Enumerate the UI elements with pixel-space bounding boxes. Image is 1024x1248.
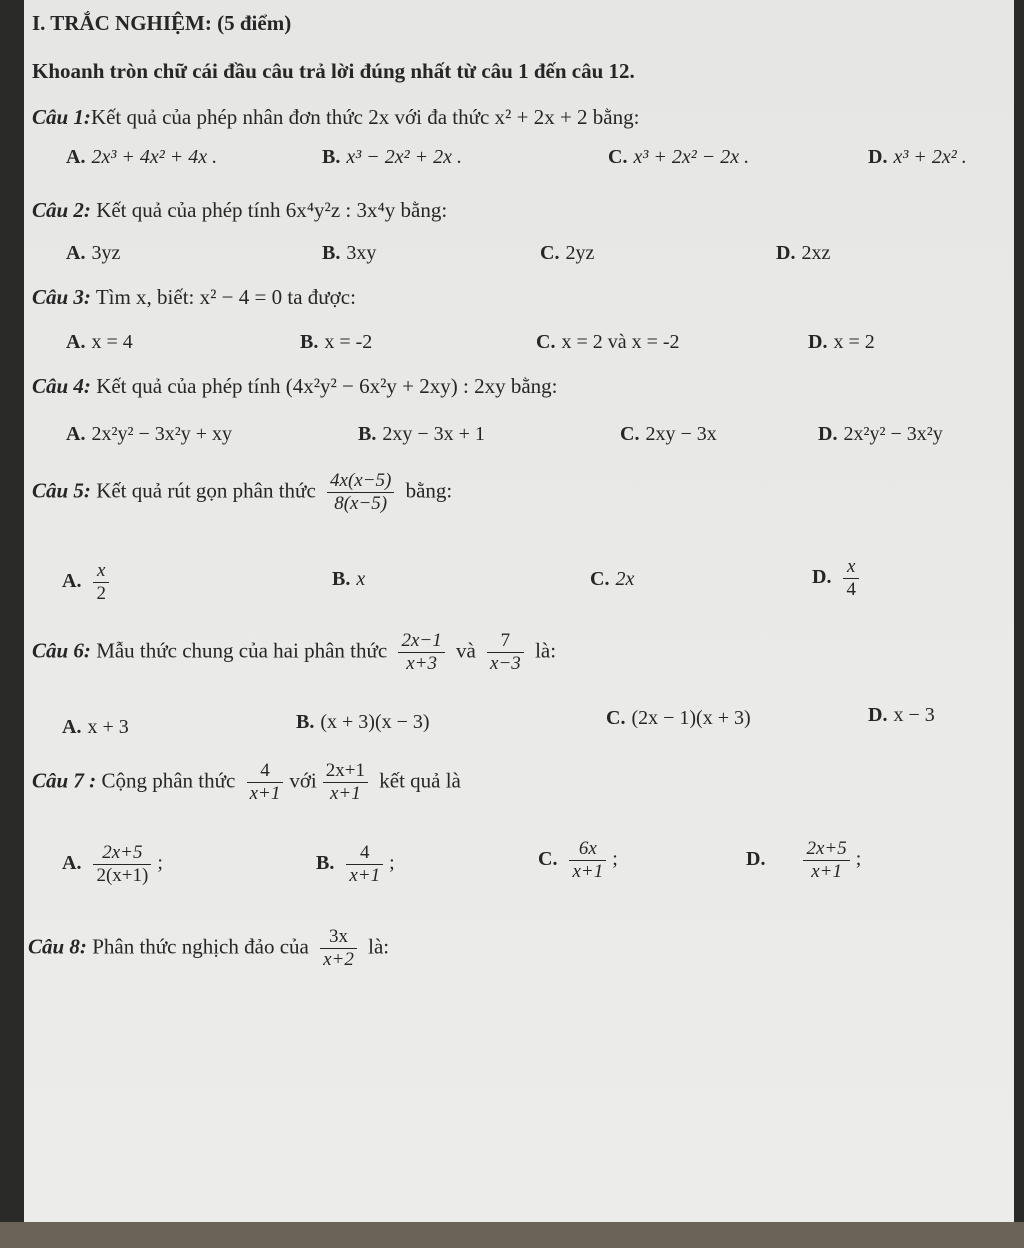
- question-1-text: Kết quả của phép nhân đơn thức 2x với đa thức x² + 2x + 2 bằng:: [90, 105, 640, 129]
- q5-option-d[interactable]: D. $\frac{x}{4}$: [812, 556, 865, 601]
- question-5: Câu 5: Kết quả rút gọn phân thức $\frac{4x(x-5)}{8(x-5)}$ bằng:: [32, 470, 453, 514]
- q4-option-d[interactable]: D. 2x²y² − 3x²y: [818, 423, 943, 445]
- question-1-label: Câu 1:: [32, 105, 91, 129]
- q2-option-c[interactable]: C. 2yz: [540, 242, 595, 264]
- q1-option-c[interactable]: C. x³ + 2x² − 2x .: [608, 146, 750, 168]
- q5-fraction: $\frac{4x(x-5)}{8(x-5)}$: [327, 470, 394, 515]
- q1-option-a[interactable]: A. 2x³ + 4x² + 4x .: [66, 146, 218, 168]
- q7-option-c[interactable]: C. $\frac{6x}{x+1}$ ;: [538, 838, 618, 882]
- q2-option-d[interactable]: D. 2xz: [776, 242, 831, 264]
- instruction: Khoanh tròn chữ cái đầu câu trả lời đúng nhất từ câu 1 đến câu 12.: [32, 59, 635, 83]
- q5-option-c[interactable]: C. 2x: [590, 568, 635, 590]
- q2-option-a[interactable]: A. 3yz: [66, 242, 121, 264]
- q6-fraction-2: $\frac{7}{x-3}$: [487, 630, 524, 675]
- q7-fraction-2: $\frac{2x+1}{x+1}$: [323, 760, 368, 805]
- question-1: [32, 104, 639, 130]
- q6-option-c[interactable]: C. (2x − 1)(x + 3): [606, 707, 751, 729]
- q6-option-a[interactable]: A. x + 3: [62, 716, 129, 738]
- q4-option-b[interactable]: B. 2xy − 3x + 1: [358, 423, 485, 445]
- q1-option-b[interactable]: B. x³ − 2x² + 2x .: [322, 146, 462, 168]
- q6-fraction-1: $\frac{2x-1}{x+3}$: [398, 630, 444, 675]
- q2-option-b[interactable]: B. 3xy: [322, 242, 377, 264]
- q6-option-d[interactable]: D. x − 3: [868, 704, 935, 726]
- q3-option-b[interactable]: B. x = -2: [300, 331, 373, 353]
- question-2: Câu 2: Kết quả của phép tính 6x⁴y²z : 3x⁴y bằng:: [32, 198, 448, 222]
- q5-option-a[interactable]: A. $\frac{x}{2}$: [62, 560, 115, 605]
- q7-fraction-1: $\frac{4}{x+1}$: [247, 760, 284, 805]
- question-8: Câu 8: Phân thức nghịch đảo của $\frac{3x}{x+2}$ là:: [28, 926, 390, 970]
- question-3: Câu 3: Tìm x, biết: x² − 4 = 0 ta được:: [32, 285, 356, 309]
- question-7: Câu 7 : Cộng phân thức $\frac{4}{x+1}$ với $\frac{2x+1}{x+1}$ kết quả là: [32, 760, 461, 804]
- q7-option-b[interactable]: B. $\frac{4}{x+1}$ ;: [316, 842, 395, 886]
- table-surface: [0, 1222, 1024, 1248]
- q6-option-b[interactable]: B. (x + 3)(x − 3): [296, 711, 430, 733]
- q1-option-d[interactable]: D. x³ + 2x² .: [868, 146, 967, 168]
- section-title: I. TRẮC NGHIỆM: (5 điểm): [32, 11, 292, 35]
- q4-option-a[interactable]: A. 2x²y² − 3x²y + xy: [66, 423, 232, 445]
- question-6: Câu 6: Mẫu thức chung của hai phân thức $\frac{2x-1}{x+3}$ và $\frac{7}{x-3}$ là:: [32, 630, 557, 674]
- q8-fraction: $\frac{3x}{x+2}$: [320, 926, 357, 971]
- q3-option-d[interactable]: D. x = 2: [808, 331, 875, 353]
- q4-option-c[interactable]: C. 2xy − 3x: [620, 423, 717, 445]
- q7-option-d[interactable]: D. $\frac{2x+5}{x+1}$ ;: [746, 838, 862, 882]
- q3-option-c[interactable]: C. x = 2 và x = -2: [536, 331, 680, 353]
- q3-option-a[interactable]: A. x = 4: [66, 331, 133, 353]
- question-4: Câu 4: Kết quả của phép tính (4x²y² − 6x²y + 2xy) : 2xy bằng:: [32, 374, 558, 398]
- exam-paper: [24, 0, 1014, 1230]
- q7-option-a[interactable]: A. $\frac{2x+5}{2(x+1)}$ ;: [62, 842, 163, 886]
- q5-option-b[interactable]: B. x: [332, 568, 366, 590]
